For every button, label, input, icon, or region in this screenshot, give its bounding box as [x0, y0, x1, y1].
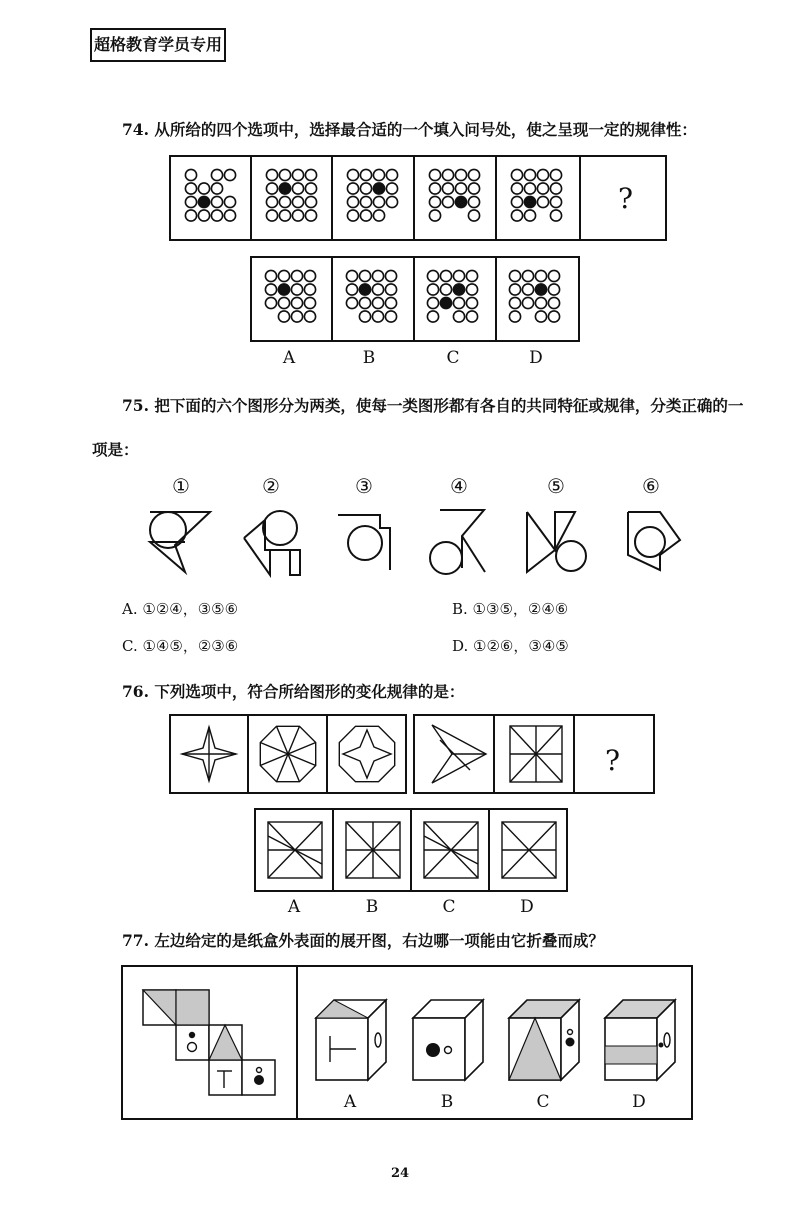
- q77-cube-options: [316, 1000, 675, 1080]
- q76-octagon-star: [339, 726, 394, 781]
- q74-option-d-label: D: [529, 348, 543, 368]
- q77-cube-side-dot: [659, 1043, 664, 1048]
- q77-cube-D: [605, 1000, 675, 1080]
- grid-circle: [266, 183, 277, 194]
- grid-circle: [548, 284, 559, 295]
- grid-circle: [468, 210, 479, 221]
- grid-circle: [359, 311, 370, 322]
- grid-circle: [466, 284, 477, 295]
- grid-circle: [429, 196, 440, 207]
- grid-circle: [372, 297, 383, 308]
- q77-option-c-label: C: [536, 1092, 550, 1112]
- grid-circle: [373, 196, 384, 207]
- grid-circle: [548, 297, 559, 308]
- q76-inner-star: [343, 730, 391, 778]
- grid-circle: [385, 284, 396, 295]
- q75-choice-b[interactable]: B. ①③⑤，②④⑥: [452, 600, 569, 618]
- grid-circle: [509, 311, 520, 322]
- q75-figure-1: [150, 512, 210, 572]
- grid-circle: [511, 196, 522, 207]
- q76-option-row: [255, 809, 567, 891]
- grid-circle: [360, 196, 371, 207]
- q74-text: 74. 从所给的四个选项中，选择最合适的一个填入问号处，使之呈现一定的规律性：: [122, 120, 697, 139]
- q77-net-small-dot: [189, 1032, 195, 1038]
- q74-figure-5: [511, 169, 561, 221]
- grid-circle: [372, 311, 383, 322]
- grid-circle: [442, 183, 453, 194]
- grid-circle: [279, 210, 290, 221]
- grid-circle: [468, 196, 479, 207]
- grid-circle: [453, 270, 464, 281]
- q75-figure-2-circle: [263, 511, 297, 545]
- grid-circle: [548, 311, 559, 322]
- grid-circle: [427, 297, 438, 308]
- q77-cube-B: [413, 1000, 483, 1080]
- grid-circle: [522, 297, 533, 308]
- grid-circle: [440, 284, 451, 295]
- grid-circle: [524, 196, 535, 207]
- q75-figure-number-1: ①: [172, 474, 190, 498]
- grid-circle: [466, 297, 477, 308]
- grid-circle: [550, 196, 561, 207]
- q75-text-line2: 项是：: [92, 440, 139, 459]
- q74-question-mark: ?: [618, 182, 634, 215]
- grid-circle: [550, 183, 561, 194]
- q75-figure-number-4: ④: [450, 474, 468, 498]
- q76-option-figure-C: [424, 822, 478, 878]
- grid-circle: [346, 270, 357, 281]
- grid-circle: [360, 210, 371, 221]
- grid-circle: [373, 210, 384, 221]
- q75-figure-number-2: ②: [262, 474, 280, 498]
- grid-circle: [550, 210, 561, 221]
- q77-option-d-label: D: [632, 1092, 646, 1112]
- grid-circle: [198, 210, 209, 221]
- q75-figure-5-circle: [556, 541, 586, 571]
- q76-question-mark: ?: [605, 744, 621, 777]
- grid-circle: [427, 311, 438, 322]
- grid-circle: [468, 169, 479, 180]
- page-number: 24: [390, 1166, 410, 1181]
- q75-figure-6-circle: [635, 527, 665, 557]
- grid-circle: [278, 297, 289, 308]
- grid-circle: [305, 210, 316, 221]
- grid-circle: [211, 196, 222, 207]
- grid-circle: [429, 183, 440, 194]
- grid-circle: [347, 169, 358, 180]
- grid-circle: [550, 169, 561, 180]
- q77-net-shaded-square: [176, 990, 209, 1025]
- q75-choice-a[interactable]: A. ①②④，③⑤⑥: [122, 600, 239, 618]
- q74-figure-3: [347, 169, 397, 221]
- grid-circle: [347, 196, 358, 207]
- grid-circle: [440, 270, 451, 281]
- grid-circle: [185, 183, 196, 194]
- grid-circle: [266, 196, 277, 207]
- grid-circle: [291, 284, 302, 295]
- q74-option-c-label: C: [446, 348, 460, 368]
- grid-circle: [266, 210, 277, 221]
- q74-figure-1: [185, 169, 235, 221]
- grid-circle: [198, 183, 209, 194]
- grid-circle: [535, 284, 546, 295]
- q76-option-a-label: A: [287, 897, 301, 917]
- grid-circle: [509, 270, 520, 281]
- q75-figure-4-circle: [430, 542, 462, 574]
- grid-circle: [305, 169, 316, 180]
- grid-circle: [373, 183, 384, 194]
- q75-figure-4-leg: [462, 536, 485, 572]
- grid-circle: [347, 210, 358, 221]
- grid-circle: [278, 311, 289, 322]
- grid-circle: [279, 183, 290, 194]
- q74-option-figure-B: [346, 270, 396, 322]
- grid-circle: [198, 196, 209, 207]
- grid-circle: [185, 196, 196, 207]
- grid-circle: [305, 183, 316, 194]
- q75-choice-d[interactable]: D. ①②⑥，③④⑤: [452, 637, 569, 655]
- grid-circle: [468, 183, 479, 194]
- grid-circle: [360, 169, 371, 180]
- grid-circle: [279, 169, 290, 180]
- grid-circle: [385, 297, 396, 308]
- q76-option-d-label: D: [520, 897, 534, 917]
- grid-circle: [346, 284, 357, 295]
- q75-figure-number-5: ⑤: [547, 474, 565, 498]
- grid-circle: [211, 183, 222, 194]
- grid-circle: [429, 169, 440, 180]
- q74-option-figure-A: [265, 270, 315, 322]
- q77-net-square: [209, 1060, 242, 1095]
- q77-text: 77. 左边给定的是纸盒外表面的展开图，右边哪一项能由它折叠而成？: [122, 931, 604, 950]
- grid-circle: [372, 270, 383, 281]
- grid-circle: [292, 210, 303, 221]
- grid-circle: [346, 297, 357, 308]
- grid-circle: [359, 284, 370, 295]
- grid-circle: [292, 169, 303, 180]
- q77-cube-C: [509, 1000, 579, 1080]
- q76-option-b-label: B: [365, 897, 379, 917]
- grid-circle: [442, 169, 453, 180]
- q77-net-circle-big: [254, 1075, 264, 1085]
- grid-circle: [511, 210, 522, 221]
- grid-circle: [427, 270, 438, 281]
- grid-circle: [305, 196, 316, 207]
- grid-circle: [427, 284, 438, 295]
- q74-row-frame: [170, 156, 666, 240]
- grid-circle: [385, 270, 396, 281]
- grid-circle: [509, 297, 520, 308]
- grid-circle: [511, 169, 522, 180]
- q74-figure-row: [170, 156, 666, 240]
- grid-circle: [511, 183, 522, 194]
- q76-option-figure-B: [346, 822, 400, 878]
- grid-circle: [278, 284, 289, 295]
- q75-figure-number-6: ⑥: [642, 474, 660, 498]
- grid-circle: [453, 297, 464, 308]
- q77-cube-A: [316, 1000, 386, 1080]
- grid-circle: [386, 183, 397, 194]
- grid-circle: [265, 270, 276, 281]
- grid-circle: [522, 284, 533, 295]
- grid-circle: [224, 196, 235, 207]
- grid-circle: [278, 270, 289, 281]
- grid-circle: [266, 169, 277, 180]
- grid-circle: [455, 196, 466, 207]
- q74-figure-4: [429, 169, 479, 221]
- grid-circle: [453, 284, 464, 295]
- q74-option-b-label: B: [362, 348, 376, 368]
- grid-circle: [372, 284, 383, 295]
- grid-circle: [347, 183, 358, 194]
- grid-circle: [304, 284, 315, 295]
- q75-choice-c[interactable]: C. ①④⑤，②③⑥: [122, 637, 239, 655]
- header-label: 超格教育学员专用: [90, 28, 226, 62]
- q77-cube-side-big: [566, 1038, 575, 1047]
- grid-circle: [535, 311, 546, 322]
- grid-circle: [211, 169, 222, 180]
- grid-circle: [535, 270, 546, 281]
- grid-circle: [211, 210, 222, 221]
- grid-circle: [524, 169, 535, 180]
- grid-circle: [291, 297, 302, 308]
- q76-figure-row: [170, 715, 654, 793]
- grid-circle: [522, 270, 533, 281]
- grid-circle: [455, 169, 466, 180]
- grid-circle: [537, 169, 548, 180]
- grid-circle: [386, 196, 397, 207]
- grid-circle: [385, 311, 396, 322]
- grid-circle: [524, 210, 535, 221]
- q77-cube-band: [605, 1046, 657, 1064]
- q75-figures: [150, 510, 680, 575]
- grid-circle: [291, 311, 302, 322]
- grid-circle: [373, 169, 384, 180]
- grid-circle: [386, 169, 397, 180]
- grid-circle: [304, 311, 315, 322]
- grid-circle: [265, 284, 276, 295]
- grid-circle: [453, 311, 464, 322]
- q77-option-b-label: B: [440, 1092, 454, 1112]
- q76-option-figure-D: [502, 822, 556, 878]
- grid-circle: [185, 169, 196, 180]
- q75-figure-2: [244, 520, 300, 575]
- grid-circle: [292, 196, 303, 207]
- grid-circle: [429, 210, 440, 221]
- q74-figure-2: [266, 169, 316, 221]
- grid-circle: [291, 270, 302, 281]
- q76-option-c-label: C: [442, 897, 456, 917]
- grid-circle: [440, 297, 451, 308]
- grid-circle: [304, 297, 315, 308]
- q77-option-a-label: A: [343, 1092, 357, 1112]
- q74-option-row: [251, 257, 579, 341]
- grid-circle: [509, 284, 520, 295]
- grid-circle: [524, 183, 535, 194]
- grid-circle: [292, 183, 303, 194]
- grid-circle: [537, 196, 548, 207]
- q77-cube-big-dot: [426, 1043, 440, 1057]
- q75-figure-3-circle: [348, 526, 382, 560]
- grid-circle: [224, 169, 235, 180]
- grid-circle: [548, 270, 559, 281]
- q74-option-a-label: A: [282, 348, 296, 368]
- grid-circle: [359, 270, 370, 281]
- grid-circle: [360, 183, 371, 194]
- grid-circle: [224, 210, 235, 221]
- grid-circle: [304, 270, 315, 281]
- q75-text-line1: 75. 把下面的六个图形分为两类，使每一类图形都有各自的共同特征或规律，分类正确的一: [122, 396, 744, 415]
- grid-circle: [359, 297, 370, 308]
- grid-circle: [466, 270, 477, 281]
- q74-option-figure-C: [427, 270, 477, 322]
- q76-option-figure-A: [268, 822, 322, 878]
- q75-figure-number-3: ③: [355, 474, 373, 498]
- grid-circle: [466, 311, 477, 322]
- grid-circle: [279, 196, 290, 207]
- grid-circle: [442, 196, 453, 207]
- grid-circle: [535, 297, 546, 308]
- grid-circle: [265, 297, 276, 308]
- grid-circle: [185, 210, 196, 221]
- q76-text: 76. 下列选项中，符合所给图形的变化规律的是：: [122, 682, 465, 701]
- grid-circle: [537, 183, 548, 194]
- q74-option-figure-D: [509, 270, 559, 322]
- grid-circle: [455, 183, 466, 194]
